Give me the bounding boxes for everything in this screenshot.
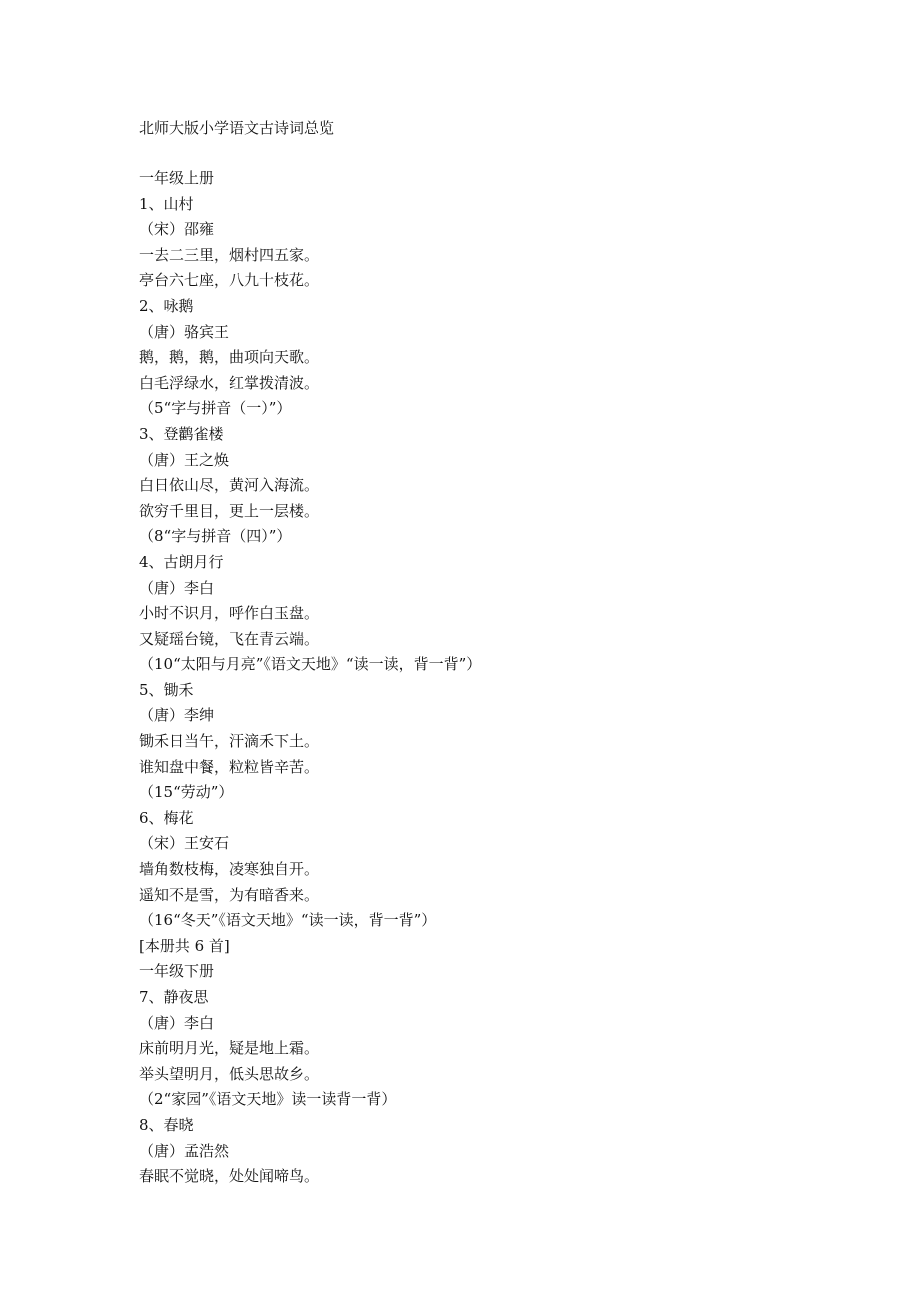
text-line: 床前明月光，疑是地上霜。: [139, 1039, 320, 1058]
text-line: （2“家园”《语文天地》读一读背一背）: [139, 1090, 397, 1109]
text-line: 又疑瑶台镜，飞在青云端。: [139, 629, 320, 648]
text-line: 白毛浮绿水，红掌拨清波。: [139, 373, 320, 392]
text-line: 4、古朗月行: [139, 552, 224, 571]
poem-list: [139, 166, 859, 1190]
text-line: 2、咏鹅: [139, 296, 194, 315]
text-line: 一年级下册: [139, 962, 215, 981]
text-line: 鹅，鹅，鹅，曲项向天歌。: [139, 348, 320, 367]
text-line: （唐）李白: [139, 1013, 215, 1032]
text-line: （唐）骆宾王: [139, 322, 230, 341]
text-line: （8“字与拼音（四）”）: [139, 527, 292, 546]
text-line: 1、山村: [139, 194, 194, 213]
text-line: 谁知盘中餐，粒粒皆辛苦。: [139, 757, 320, 776]
text-line: 一去二三里，烟村四五家。: [139, 245, 320, 264]
text-line: 白日依山尽，黄河入海流。: [139, 476, 320, 495]
text-line: 7、静夜思: [139, 988, 209, 1006]
text-line: 锄禾日当午，汗滴禾下土。: [139, 732, 320, 751]
text-line: （16“冬天”《语文天地》“读一读，背一背”）: [139, 911, 437, 930]
text-line: 春眠不觉晓，处处闻啼鸟。: [139, 1167, 320, 1186]
text-line: （5“字与拼音（一）”）: [139, 399, 292, 418]
text-line: （宋）邵雍: [139, 220, 215, 239]
text-line: 3、登鹳雀楼: [139, 424, 224, 443]
text-line: 小时不识月，呼作白玉盘。: [139, 604, 320, 623]
document-title: 北师大版小学语文古诗词总览: [139, 119, 335, 137]
text-line: 一年级上册: [139, 169, 215, 187]
text-line: （15“劳动”）: [139, 783, 234, 802]
text-line: 6、梅花: [139, 808, 194, 827]
text-line: （唐）孟浩然: [139, 1141, 230, 1160]
text-line: （宋）王安石: [139, 834, 230, 853]
text-line: 8、春晓: [139, 1115, 194, 1134]
text-line: （10“太阳与月亮”《语文天地》“读一读，背一背”）: [139, 655, 482, 674]
text-line: （唐）李绅: [139, 706, 215, 725]
text-line: 墙角数枝梅，凌寒独自开。: [139, 860, 320, 879]
text-line: 亭台六七座，八九十枝花。: [139, 271, 320, 290]
text-line: 遥知不是雪，为有暗香来。: [139, 885, 320, 904]
text-line: 举头望明月，低头思故乡。: [139, 1064, 320, 1083]
text-line: （唐）李白: [139, 578, 215, 597]
text-line: [本册共 6 首]: [139, 936, 230, 955]
text-line: 5、锄禾: [139, 680, 194, 699]
text-line: 欲穷千里目，更上一层楼。: [139, 501, 320, 520]
text-line: （唐）王之焕: [139, 450, 230, 469]
